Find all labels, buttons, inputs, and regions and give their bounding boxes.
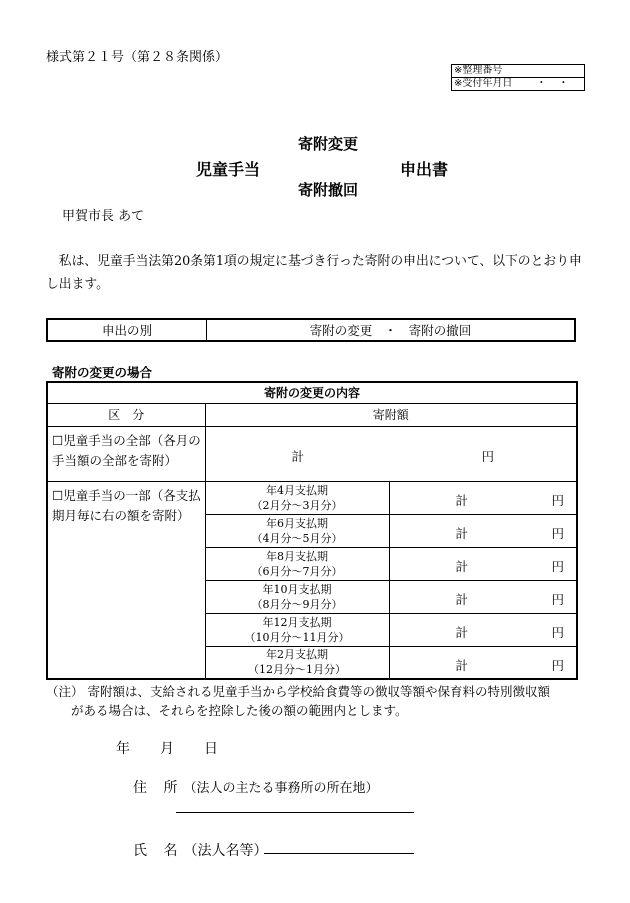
name-field[interactable]: [264, 853, 414, 854]
date-year: 年: [116, 741, 130, 757]
kei: 計: [455, 657, 469, 673]
yen: 円: [551, 492, 564, 508]
yen: 円: [551, 657, 564, 673]
office-use-box: [451, 64, 585, 91]
addressee: 甲賀市長 あて: [62, 209, 145, 224]
amount-cell[interactable]: [389, 613, 577, 646]
full-donation-category[interactable]: ☐児童手当の全部（各月の手当額の全部を寄附）: [47, 426, 205, 481]
period-cell: [205, 481, 389, 514]
address-sub: （法人の主たる事務所の所在地）: [183, 781, 379, 796]
kei: 計: [455, 492, 469, 508]
yen: 円: [551, 591, 564, 607]
col-category-header: 区 分: [47, 403, 205, 426]
section-label: 寄附の変更の場合: [52, 365, 153, 380]
registration-number-cell: [452, 65, 585, 78]
intro-paragraph: 私は、児童手当法第20条第1項の規定に基づき行った寄附の申出について、以下のとおり申し出ます。: [46, 254, 582, 292]
option-separator: ・: [384, 323, 397, 338]
title-child-allowance: 児童手当: [196, 160, 261, 179]
amount-cell[interactable]: [389, 514, 577, 547]
date-day: 日: [204, 741, 218, 757]
date-fields[interactable]: [116, 738, 248, 758]
period-months: （10月分～11月分）: [244, 630, 350, 644]
table-header: 寄附の変更の内容: [47, 382, 577, 403]
period-months: （12月分～1月分）: [248, 663, 346, 677]
period-label: 年6月支払期: [266, 516, 328, 530]
change-details-table: [46, 381, 578, 680]
received-date-dots: ・・: [536, 78, 581, 89]
title-change: 寄附変更: [298, 135, 359, 153]
yen: 円: [551, 558, 564, 574]
kei: 計: [455, 558, 469, 574]
option-withdraw[interactable]: 寄附の撤回: [408, 323, 472, 338]
period-label: 年10月支払期: [262, 582, 332, 596]
request-type-box: [46, 318, 576, 342]
full-yen: 円: [481, 448, 495, 464]
col-amount-header: 寄附額: [205, 403, 577, 426]
title-withdrawal: 寄附撤回: [298, 181, 359, 199]
period-cell: [205, 547, 389, 580]
address-title: 住 所: [133, 780, 184, 796]
name-sub: （法人名等）: [183, 843, 268, 859]
period-months: （4月分～5月分）: [251, 531, 343, 545]
form-number: 様式第２１号（第２８条関係）: [46, 50, 229, 65]
amount-cell[interactable]: [389, 481, 577, 514]
period-label: 年12月支払期: [262, 615, 332, 629]
partial-donation-category[interactable]: ☐児童手当の一部（各支払期月毎に右の額を寄附）: [47, 481, 205, 679]
option-change[interactable]: 寄附の変更: [309, 323, 373, 338]
note-line-2: がある場合は、それらを控除した後の額の範囲内とします。: [71, 703, 408, 718]
full-amount-cell[interactable]: [205, 426, 577, 481]
name-title: 氏 名: [133, 843, 184, 859]
kei: 計: [455, 525, 469, 541]
note: [46, 682, 590, 720]
period-cell: [205, 613, 389, 646]
full-kei: 計: [291, 448, 305, 464]
period-months: （2月分～3月分）: [251, 498, 343, 512]
amount-cell[interactable]: [389, 646, 577, 679]
yen: 円: [551, 624, 564, 640]
received-date-cell: [452, 78, 585, 91]
period-cell: [205, 514, 389, 547]
yen: 円: [551, 525, 564, 541]
kei: 計: [455, 624, 469, 640]
address-field[interactable]: [176, 812, 414, 813]
date-month: 月: [160, 741, 174, 757]
period-label: 年4月支払期: [266, 483, 328, 497]
title-request-form: 申出書: [400, 160, 449, 179]
amount-cell[interactable]: [389, 547, 577, 580]
name-label: [133, 840, 267, 860]
registration-number-label: ※整理番号: [454, 65, 503, 76]
request-type-label: 申出の別: [48, 320, 207, 340]
amount-cell[interactable]: [389, 580, 577, 613]
period-cell: [205, 580, 389, 613]
request-type-options: [207, 320, 574, 340]
period-label: 年2月支払期: [266, 648, 328, 662]
period-label: 年8月支払期: [266, 549, 328, 563]
received-date-label: ※受付年月日: [454, 78, 513, 89]
kei: 計: [455, 591, 469, 607]
note-line-1: （注） 寄附額は、支給される児童手当から学校給食費等の徴収等額や保育料の特別徴収額: [46, 684, 550, 699]
period-cell: [205, 646, 389, 679]
address-label: [133, 777, 378, 797]
period-months: （8月分～9月分）: [251, 597, 343, 611]
period-months: （6月分～7月分）: [251, 564, 343, 578]
